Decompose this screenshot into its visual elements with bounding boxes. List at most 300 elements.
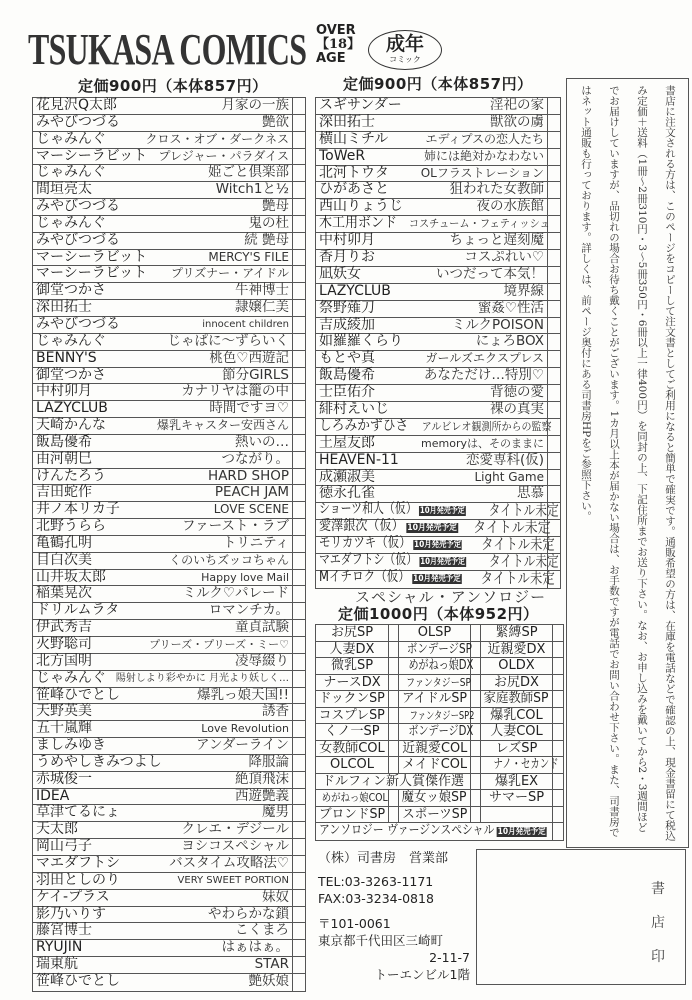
anthology-cell: [398, 691, 470, 707]
order-checkbox[interactable]: [292, 789, 305, 805]
author-cell: [33, 233, 120, 249]
title-cell: [465, 569, 555, 588]
author-cell: [33, 890, 110, 906]
author-name: 木工用ボンド: [319, 215, 398, 232]
author-wrap: [36, 873, 120, 889]
author-cell: [316, 486, 375, 502]
anthology-last-wrap: [319, 823, 549, 841]
order-checkbox[interactable]: [292, 738, 305, 754]
order-checkbox[interactable]: [292, 317, 305, 333]
table-row: [33, 570, 305, 587]
author-name: 天崎かんな: [36, 417, 106, 434]
anthology-row: [316, 823, 563, 840]
order-checkbox[interactable]: [292, 923, 305, 939]
table-row: [33, 334, 305, 351]
order-checkbox[interactable]: [552, 691, 562, 707]
author-cell: [316, 385, 375, 401]
order-checkbox[interactable]: [552, 675, 562, 691]
author-name: ひがあさと: [319, 181, 389, 198]
table-row: [316, 233, 560, 250]
title-text: こくまろ: [235, 922, 289, 939]
order-checkbox[interactable]: [292, 671, 305, 687]
author-name: LAZYCLUB: [36, 400, 108, 417]
author-name: 目白次美: [36, 551, 92, 568]
author-cell: [33, 822, 78, 838]
title-text: 牛神博士: [235, 282, 289, 299]
author-wrap: [36, 907, 106, 923]
order-checkbox[interactable]: [470, 741, 480, 757]
anthology-cell: [480, 724, 552, 740]
author-name: 笹峰ひでとし: [36, 973, 120, 990]
order-checkbox[interactable]: [292, 940, 305, 956]
title-cell: [388, 132, 547, 148]
author-wrap: [36, 266, 147, 282]
table-row: [33, 132, 305, 149]
author-wrap: [319, 318, 375, 334]
table-row: [316, 470, 560, 487]
order-checkbox[interactable]: [388, 757, 398, 773]
author-wrap: [319, 570, 464, 588]
title-cell: [375, 250, 547, 266]
title-text: ちょっと遅刻魔: [449, 232, 544, 249]
anthology-title: アイドルSP: [401, 691, 467, 706]
order-checkbox[interactable]: [292, 839, 305, 855]
order-checkbox[interactable]: [388, 642, 398, 658]
author-wrap: [319, 351, 375, 367]
order-checkbox[interactable]: [292, 957, 305, 973]
anthology-cell: [316, 774, 470, 790]
table-row: [33, 923, 305, 940]
author-name: うめやしきみつよし: [36, 753, 162, 770]
order-checkbox[interactable]: [292, 873, 305, 889]
title-text: 魔男: [262, 804, 289, 821]
table-row: [316, 199, 560, 216]
title-text: クレエ・デジール: [181, 821, 289, 838]
title-text: 艶妖娘: [248, 973, 289, 990]
title-cell: [97, 351, 292, 367]
order-checkbox[interactable]: [547, 267, 560, 283]
title-cell: [403, 199, 547, 215]
order-checkbox[interactable]: [292, 755, 305, 771]
table-row: [33, 115, 305, 132]
title-text: 西遊艶義: [235, 787, 289, 804]
order-checkbox[interactable]: [292, 907, 305, 923]
order-checkbox[interactable]: [547, 351, 560, 367]
order-checkbox[interactable]: [547, 334, 560, 350]
author-name: 緋村えいじ: [319, 401, 389, 418]
order-checkbox[interactable]: [292, 502, 305, 518]
order-checkbox[interactable]: [470, 774, 480, 790]
anthology-cell: [316, 625, 388, 641]
order-checkbox[interactable]: [547, 98, 560, 114]
author-name: モリカツキ（仮）: [319, 535, 411, 552]
order-checkbox[interactable]: [292, 654, 305, 670]
order-checkbox[interactable]: [388, 807, 398, 823]
title-cell: [92, 485, 292, 501]
author-name: 伊武秀吉: [36, 619, 92, 636]
order-checkbox[interactable]: [547, 385, 560, 401]
author-wrap: [319, 233, 375, 249]
order-checkbox[interactable]: [470, 675, 480, 691]
order-checkbox[interactable]: [552, 708, 562, 724]
author-wrap: [319, 115, 375, 131]
title-text: 姫ごと倶楽部: [208, 164, 289, 181]
anthology-row: [316, 691, 563, 708]
order-checkbox[interactable]: [292, 586, 305, 602]
order-checkbox[interactable]: [292, 435, 305, 451]
table-row: [316, 284, 560, 301]
title-cell: [106, 570, 292, 586]
author-name: 井ノ本リカ子: [36, 501, 120, 518]
author-cell: [33, 519, 106, 535]
title-text: 淫祀の家: [490, 97, 544, 113]
author-wrap: [319, 284, 391, 300]
order-checkbox[interactable]: [388, 691, 398, 707]
title-cell: [106, 469, 292, 485]
author-name: 天太郎: [36, 821, 78, 838]
anthology-cell: [316, 790, 388, 806]
order-checkbox[interactable]: [292, 98, 305, 114]
anthology-title: 女教師COL: [319, 740, 385, 756]
author-wrap: [36, 98, 117, 114]
anthology-cell: [316, 675, 388, 691]
order-checkbox[interactable]: [292, 603, 305, 619]
author-cell: [33, 738, 106, 754]
author-wrap: [36, 620, 92, 636]
company-postal: 〒101-0061: [318, 916, 391, 931]
title-cell: [92, 637, 292, 653]
author-wrap: [36, 519, 106, 535]
company-name: （株）司書房 営業部: [318, 851, 449, 866]
title-cell: [375, 385, 547, 401]
title-cell: [120, 974, 292, 990]
order-checkbox[interactable]: [388, 675, 398, 691]
author-name: 中村卯月: [36, 383, 92, 400]
order-checkbox[interactable]: [552, 807, 562, 823]
order-checkbox[interactable]: [292, 688, 305, 704]
order-checkbox[interactable]: [292, 570, 305, 586]
author-name: 亀鶴孔明: [36, 534, 92, 551]
order-checkbox[interactable]: [552, 625, 562, 641]
order-checkbox[interactable]: [470, 625, 480, 641]
order-checkbox[interactable]: [292, 485, 305, 501]
order-checkbox[interactable]: [292, 637, 305, 653]
order-checkbox[interactable]: [292, 300, 305, 316]
order-checkbox[interactable]: [547, 115, 560, 131]
anthology-cell: [480, 790, 552, 806]
order-checkbox[interactable]: [552, 823, 562, 840]
order-checkbox[interactable]: [547, 368, 560, 384]
anthology-title: メイドCOL: [401, 757, 467, 772]
title-cell: [361, 267, 547, 283]
order-checkbox[interactable]: [292, 704, 305, 720]
table-row: [33, 704, 305, 721]
title-cell: [92, 452, 292, 468]
table-row: [316, 436, 560, 453]
author-name: HEAVEN-11: [319, 451, 399, 468]
order-checkbox[interactable]: [292, 805, 305, 821]
order-checkbox[interactable]: [292, 368, 305, 384]
title-text: 隷嬢仁美: [235, 299, 289, 316]
author-cell: [33, 789, 69, 805]
title-cell: [106, 519, 292, 535]
author-cell: [33, 772, 92, 788]
author-cell: [316, 301, 375, 317]
order-checkbox[interactable]: [552, 790, 562, 806]
order-checkbox[interactable]: [552, 741, 562, 757]
order-checkbox[interactable]: [292, 536, 305, 552]
order-checkbox[interactable]: [470, 691, 480, 707]
title-cell: [92, 620, 292, 636]
order-checkbox[interactable]: [292, 266, 305, 282]
order-checkbox[interactable]: [292, 384, 305, 400]
author-cell: [316, 216, 398, 232]
order-checkbox[interactable]: [292, 233, 305, 249]
author-cell: [33, 603, 119, 619]
author-cell: [33, 586, 92, 602]
author-wrap: [36, 856, 120, 872]
author-cell: [33, 401, 108, 417]
anthology-title: お尻DX: [494, 674, 539, 690]
table-row: [33, 485, 305, 502]
title-cell: [469, 501, 559, 520]
title-text: 裸の真実: [490, 401, 544, 418]
order-checkbox[interactable]: [388, 625, 398, 641]
order-checkbox[interactable]: [292, 772, 305, 788]
order-checkbox[interactable]: [552, 774, 562, 790]
order-checkbox[interactable]: [547, 132, 560, 148]
title-text: ミルク♡パレード: [182, 585, 289, 602]
price-left: 定価900円（本体857円）: [78, 77, 268, 95]
author-wrap: [36, 772, 92, 788]
table-row: [33, 266, 305, 283]
order-checkbox[interactable]: [547, 284, 560, 300]
title-text: 爆乳っ娘天国!!: [197, 686, 289, 703]
author-wrap: [36, 603, 119, 619]
order-checkbox[interactable]: [292, 519, 305, 535]
author-wrap: [36, 300, 92, 316]
order-checkbox[interactable]: [292, 132, 305, 148]
order-checkbox[interactable]: [552, 658, 562, 674]
author-wrap: [36, 637, 92, 653]
author-name: 御堂つかさ: [36, 366, 106, 383]
table-row: [316, 351, 560, 368]
table-row: [316, 453, 560, 470]
anthology-cell: [480, 757, 559, 773]
order-checkbox[interactable]: [547, 182, 560, 198]
anthology-row: [316, 658, 563, 675]
order-checkbox[interactable]: [547, 486, 560, 502]
title-cell: [120, 115, 292, 131]
author-cell: [316, 267, 361, 283]
author-cell: [33, 974, 120, 990]
order-checkbox[interactable]: [292, 452, 305, 468]
order-checkbox[interactable]: [547, 149, 560, 165]
table-row: [33, 907, 305, 924]
anthology-title: 家庭教師SP: [484, 691, 549, 706]
author-name: みやびつづる: [36, 315, 120, 332]
author-wrap: [36, 586, 92, 602]
title-text: アルビレオ観測所からの監察: [421, 419, 552, 433]
release-tag: 10月発売予定: [497, 827, 546, 837]
order-checkbox[interactable]: [292, 250, 305, 266]
company-fax: FAX:03-3234-0818: [318, 891, 434, 906]
order-checkbox[interactable]: [292, 856, 305, 872]
order-checkbox[interactable]: [547, 250, 560, 266]
author-name: ToWeR: [319, 147, 366, 164]
author-name: 瑞東航: [36, 956, 78, 973]
title-cell: [117, 98, 292, 114]
author-name: 草津てるにょ: [36, 804, 120, 821]
order-checkbox[interactable]: [470, 807, 480, 823]
table-row: [33, 469, 305, 486]
anthology-cell: [480, 741, 552, 757]
title-cell: [120, 317, 292, 333]
author-wrap: [36, 351, 97, 367]
anthology-title: コスプレSP: [318, 707, 385, 723]
title-cell: [92, 721, 292, 737]
order-checkbox[interactable]: [388, 741, 398, 757]
title-cell: [106, 132, 292, 148]
title-text: 蜜姦♡性活: [477, 299, 544, 316]
author-cell: [33, 250, 147, 266]
order-checkbox[interactable]: [547, 318, 560, 334]
title-text: はぁはぁ。: [221, 939, 289, 956]
order-checkbox[interactable]: [388, 724, 398, 740]
author-wrap: [36, 199, 120, 215]
author-wrap: [36, 384, 92, 400]
order-checkbox[interactable]: [292, 149, 305, 165]
order-checkbox[interactable]: [470, 757, 480, 773]
order-checkbox[interactable]: [292, 351, 305, 367]
order-checkbox[interactable]: [552, 642, 562, 658]
anthology-cell: [398, 724, 474, 740]
author-name: みやびつづる: [36, 198, 120, 215]
title-text: プレジャー・パラダイス: [158, 148, 289, 163]
author-cell: [33, 704, 92, 720]
order-checkbox[interactable]: [292, 620, 305, 636]
title-text: 恋愛専科(仮): [465, 451, 544, 468]
order-checkbox[interactable]: [292, 199, 305, 215]
table-row: [33, 98, 305, 115]
author-name: 徳永孔雀: [319, 485, 375, 502]
anthology-cell: [480, 642, 552, 658]
anthology-cell: [398, 757, 470, 773]
order-checkbox[interactable]: [292, 401, 305, 417]
anthology-heading: スペシャル・アンソロジー: [355, 588, 547, 606]
anthology-cell: [398, 807, 470, 823]
title-cell: [375, 233, 547, 249]
author-cell: [316, 453, 399, 469]
author-cell: [33, 721, 92, 737]
age-badge: [316, 24, 362, 66]
table-row: [33, 620, 305, 637]
table-row: [33, 182, 305, 199]
table-row: [33, 637, 305, 654]
title-text: エディプスの恋人たち: [425, 131, 544, 146]
order-checkbox[interactable]: [388, 790, 398, 806]
author-cell: [33, 216, 106, 232]
order-checkbox[interactable]: [547, 233, 560, 249]
title-cell: [92, 586, 292, 602]
order-checkbox[interactable]: [547, 470, 560, 486]
author-cell: [33, 182, 92, 198]
order-checkbox[interactable]: [547, 453, 560, 469]
table-row: [33, 418, 305, 435]
title-cell: [92, 704, 292, 720]
author-cell: [33, 452, 92, 468]
order-checkbox[interactable]: [292, 418, 305, 434]
order-checkbox[interactable]: [547, 436, 560, 452]
title-text: 狙われた女教師: [449, 181, 544, 198]
author-wrap: [36, 132, 106, 148]
author-cell: [33, 907, 106, 923]
author-cell: [316, 553, 469, 571]
order-checkbox[interactable]: [292, 283, 305, 299]
anthology-cell: [316, 807, 388, 823]
author-name: 影乃いりす: [36, 905, 106, 922]
order-checkbox[interactable]: [292, 822, 305, 838]
table-row: [316, 115, 560, 132]
title-text: プリーズ・プリーズ・ミー♡: [149, 638, 289, 651]
table-row: [33, 401, 305, 418]
author-cell: [33, 755, 162, 771]
author-wrap: [36, 502, 120, 518]
order-checkbox[interactable]: [292, 721, 305, 737]
order-checkbox[interactable]: [292, 182, 305, 198]
table-row: [33, 789, 305, 806]
anthology-title: ドックンSP: [318, 691, 385, 706]
order-checkbox[interactable]: [292, 165, 305, 181]
order-checkbox[interactable]: [292, 469, 305, 485]
order-checkbox[interactable]: [552, 724, 562, 740]
anthology-cell: [316, 658, 388, 674]
anthology-title: ファンタジーSP2: [409, 708, 475, 722]
table-row: [316, 132, 560, 149]
store-stamp-box: [476, 849, 686, 985]
anthology-title: くノ一SP: [324, 724, 380, 739]
order-checkbox[interactable]: [388, 658, 398, 674]
anthology-cell: [398, 790, 470, 806]
order-checkbox[interactable]: [292, 553, 305, 569]
title-cell: [403, 334, 547, 350]
anthology-cell: [316, 757, 388, 773]
order-checkbox[interactable]: [292, 334, 305, 350]
table-row: [316, 554, 560, 571]
order-checkbox[interactable]: [292, 890, 305, 906]
author-wrap: [36, 553, 92, 569]
author-cell: [316, 436, 375, 452]
author-cell: [33, 351, 97, 367]
author-cell: [33, 536, 92, 552]
title-text: クロス・オブ・ダークネス: [145, 131, 289, 146]
anthology-title: OLCOL: [329, 757, 375, 772]
order-checkbox[interactable]: [388, 708, 398, 724]
title-text: 鬼の杜: [248, 214, 289, 231]
author-name: 北野うらら: [36, 518, 106, 535]
age-line3: AGE: [316, 51, 346, 66]
order-checkbox[interactable]: [470, 790, 480, 806]
order-checkbox[interactable]: [547, 166, 560, 182]
order-checkbox[interactable]: [292, 974, 305, 991]
order-checkbox[interactable]: [292, 216, 305, 232]
order-checkbox[interactable]: [292, 115, 305, 131]
anthology-title: ドルフィン新人賞傑作選: [322, 773, 464, 789]
order-checkbox[interactable]: [547, 301, 560, 317]
order-checkbox[interactable]: [547, 199, 560, 215]
order-checkbox[interactable]: [547, 402, 560, 418]
author-cell: [33, 873, 120, 889]
